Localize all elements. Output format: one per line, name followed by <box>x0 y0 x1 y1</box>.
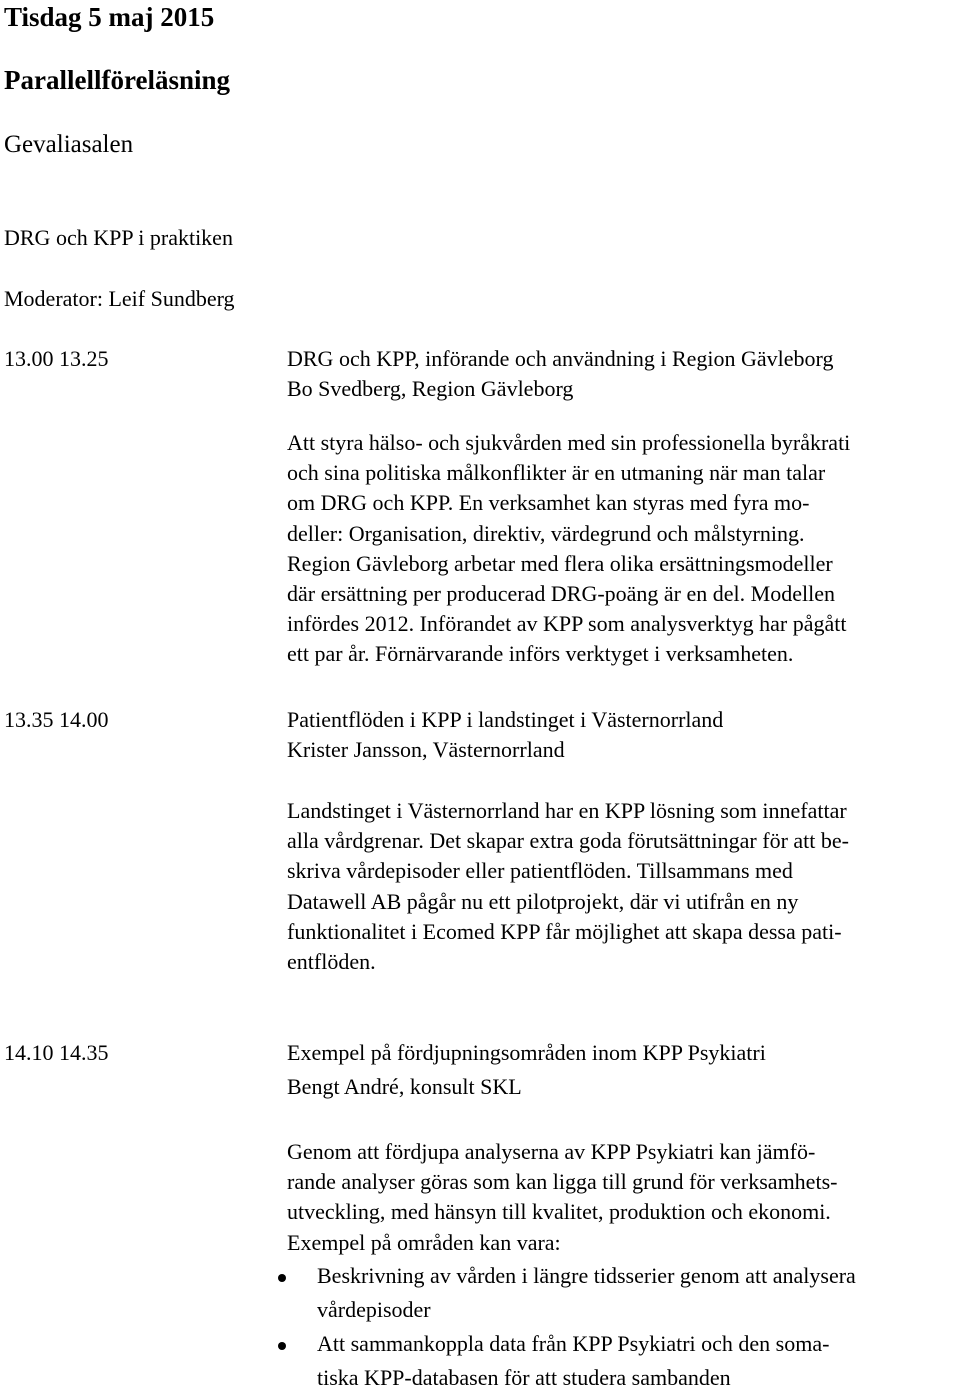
bullet-icon <box>278 1342 286 1350</box>
session-title: Parallellföreläsning <box>4 65 230 95</box>
session-1-time: 13.00 13.25 <box>4 346 109 371</box>
bullet-line: Beskrivning av vården i längre tidsserier genom att analysera <box>317 1263 856 1288</box>
session-3-title: Exempel på fördjupningsområden inom KPP Psykiatri <box>287 1040 766 1065</box>
session-3-bullet-list <box>270 1259 960 1395</box>
session-1-abstract <box>287 428 957 670</box>
abstract-line: där ersättning per producerad DRG-poäng är en del. Modellen <box>287 581 835 607</box>
abstract-line: alla vårdgrenar. Det skapar extra goda förutsättningar för att be- <box>287 828 849 854</box>
moderator-line: Moderator: Leif Sundberg <box>4 286 235 311</box>
bullet-line: vårdepisoder <box>317 1297 431 1322</box>
session-2-title: Patientflöden i KPP i landstinget i Västernorrland <box>287 707 724 732</box>
bullet-line: Att sammankoppla data från KPP Psykiatri och den soma- <box>317 1331 830 1356</box>
abstract-line: rande analyser göras som kan ligga till grund för verksamhets- <box>287 1169 838 1195</box>
abstract-line: och sina politiska målkonflikter är en utmaning när man talar <box>287 460 826 486</box>
room-name: Gevaliasalen <box>4 131 134 158</box>
abstract-line: deller: Organisation, direktiv, värdegrund och målstyrning. <box>287 520 805 546</box>
abstract-line: Exempel på områden kan vara: <box>287 1229 561 1255</box>
abstract-line: Att styra hälso- och sjukvården med sin professionella byråkrati <box>287 430 851 455</box>
session-3-speaker: Bengt André, konsult SKL <box>287 1074 522 1099</box>
abstract-line: om DRG och KPP. En verksamhet kan styras med fyra mo- <box>287 490 810 516</box>
abstract-line: Region Gävleborg arbetar med flera olika ersättningsmodeller <box>287 550 833 576</box>
abstract-line: ett par år. Förnärvarande införs verktyget i verksamheten. <box>287 641 794 667</box>
session-1-title: DRG och KPP, införande och användning i Region Gävleborg <box>287 346 834 371</box>
abstract-line: funktionalitet i Ecomed KPP får möjlighet att skapa dessa pati- <box>287 918 842 944</box>
session-2-abstract <box>287 796 957 977</box>
abstract-line: utveckling, med hänsyn till kvalitet, produktion och ekonomi. <box>287 1199 831 1225</box>
abstract-line: Datawell AB pågår nu ett pilotprojekt, där vi utifrån en ny <box>287 888 799 914</box>
abstract-line: Genom att fördjupa analyserna av KPP Psykiatri kan jämfö- <box>287 1139 816 1164</box>
topic-title: DRG och KPP i praktiken <box>4 225 233 250</box>
bullet-item <box>270 1259 960 1327</box>
abstract-line: entflöden. <box>287 949 376 975</box>
abstract-line: infördes 2012. Införandet av KPP som analysverktyg har pågått <box>287 611 847 637</box>
session-3-abstract <box>287 1137 957 1258</box>
bullet-icon <box>278 1274 286 1282</box>
session-3-time: 14.10 14.35 <box>4 1040 109 1065</box>
abstract-line: Landstinget i Västernorrland har en KPP lösning som innefattar <box>287 798 847 823</box>
bullet-item <box>270 1327 960 1395</box>
session-2-speaker: Krister Jansson, Västernorrland <box>287 737 565 762</box>
abstract-line: skriva vårdepisoder eller patientflöden. Tillsammans med <box>287 858 793 884</box>
session-1-speaker: Bo Svedberg, Region Gävleborg <box>287 376 574 401</box>
program-date: Tisdag 5 maj 2015 <box>4 2 215 32</box>
bullet-line: tiska KPP-databasen för att studera sambanden <box>317 1365 731 1390</box>
session-2-time: 13.35 14.00 <box>4 707 109 732</box>
